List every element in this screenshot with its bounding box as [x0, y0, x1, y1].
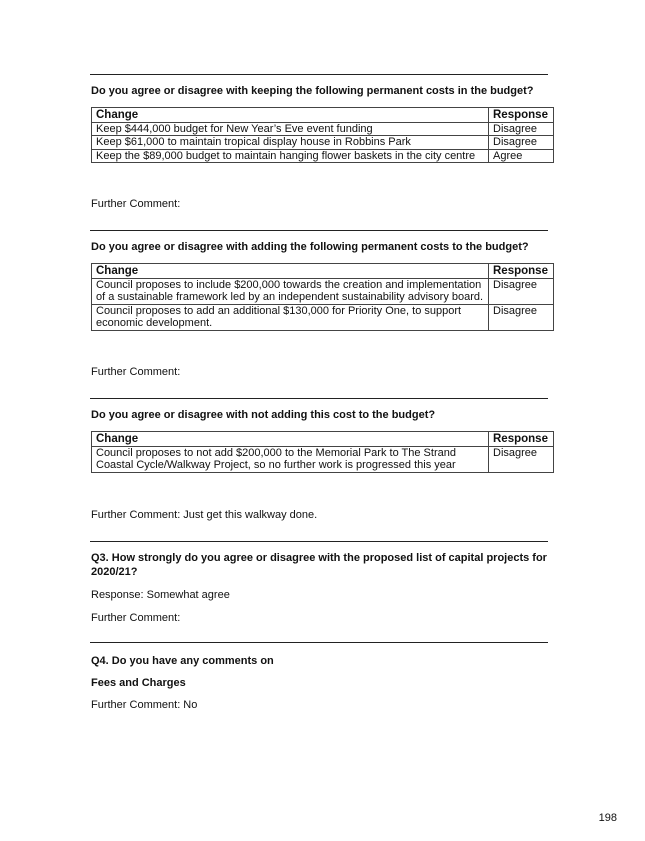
further-comment: Further Comment: No [91, 699, 198, 711]
col-response-header: Response [489, 264, 554, 279]
col-response-header: Response [489, 108, 554, 123]
q3-question: Q3. How strongly do you agree or disagree with the proposed list of capital projects for 2020/21? [91, 552, 547, 578]
section2-question: Do you agree or disagree with adding the following permanent costs to the budget? [91, 241, 529, 253]
response-cell: Disagree [489, 122, 554, 136]
divider [90, 541, 548, 542]
table-row [92, 446, 554, 472]
page-number: 198 [598, 812, 617, 824]
divider [90, 74, 548, 75]
further-comment: Further Comment: [91, 366, 181, 378]
divider [90, 230, 548, 231]
response-cell: Agree [489, 149, 554, 163]
divider [90, 642, 548, 643]
section1-question: Do you agree or disagree with keeping the following permanent costs in the budget? [91, 85, 534, 97]
response-cell: Disagree [489, 278, 554, 304]
change-cell: Keep the $89,000 budget to maintain hanging flower baskets in the city centre [92, 149, 489, 163]
change-cell: Council proposes to add an additional $130,000 for Priority One, to support economic development. [92, 304, 489, 330]
section3-question: Do you agree or disagree with not adding this cost to the budget? [91, 409, 436, 421]
further-comment: Further Comment: Just get this walkway done. [91, 509, 318, 521]
divider [90, 398, 548, 399]
section2-table [91, 263, 554, 331]
change-cell: Council proposes to not add $200,000 to the Memorial Park to The Strand Coastal Cycle/Walkway Project, so no further work is progressed this year [92, 446, 489, 472]
q4-subheading: Fees and Charges [91, 677, 186, 689]
table-header-row [92, 264, 554, 279]
change-cell: Keep $61,000 to maintain tropical display house in Robbins Park [92, 136, 489, 150]
further-comment: Further Comment: [91, 198, 181, 210]
q4-question: Q4. Do you have any comments on [91, 655, 274, 667]
change-cell: Keep $444,000 budget for New Year’s Eve event funding [92, 122, 489, 136]
col-response-header: Response [489, 432, 554, 447]
change-cell: Council proposes to include $200,000 towards the creation and implementation of a sustainable framework led by an independent sustainability advisory board. [92, 278, 489, 304]
further-comment: Further Comment: [91, 612, 181, 624]
col-change-header: Change [92, 432, 489, 447]
table-header-row [92, 432, 554, 447]
table-row [92, 304, 554, 330]
table-row [92, 122, 554, 136]
table-row [92, 136, 554, 150]
response-cell: Disagree [489, 136, 554, 150]
table-row [92, 278, 554, 304]
section3-table [91, 431, 554, 473]
table-row [92, 149, 554, 163]
col-change-header: Change [92, 108, 489, 123]
section1-table [91, 107, 554, 163]
response-cell: Disagree [489, 446, 554, 472]
col-change-header: Change [92, 264, 489, 279]
response-cell: Disagree [489, 304, 554, 330]
table-header-row [92, 108, 554, 123]
q3-response: Response: Somewhat agree [91, 589, 230, 601]
